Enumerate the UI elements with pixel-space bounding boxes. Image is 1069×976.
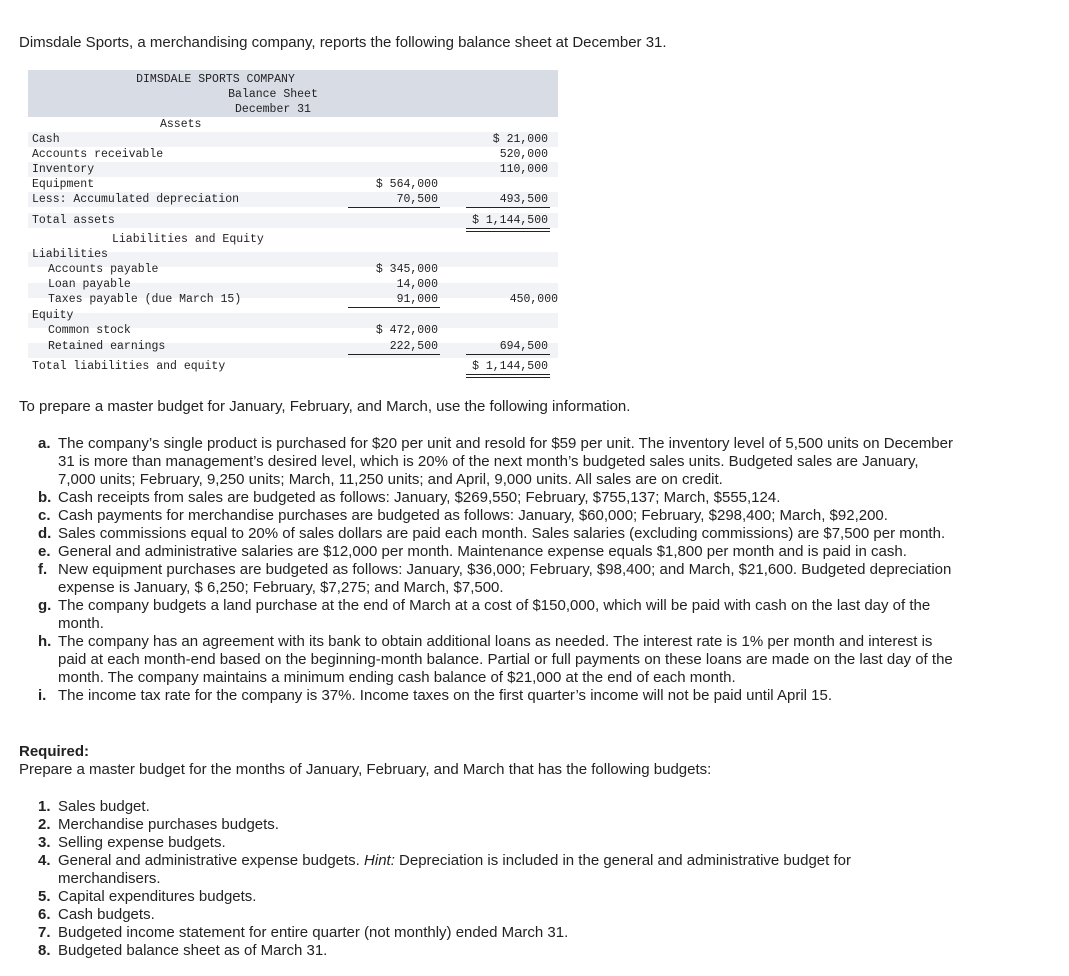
- equipment-value: $ 564,000: [375, 178, 438, 191]
- list-item: h. The company has an agreement with its bank to obtain additional loans as needed. The interest rate is 1% per month and interest is paid at each month-end based on the beginning-month balance. Partial or full payments on these loans are made on the last day of the month. The company maintains a minimum ending cash balance of $21,000 at the end of each month.: [38, 633, 953, 686]
- common-stock-value: $ 472,000: [375, 324, 438, 337]
- net-equipment-value: 493,500: [499, 193, 548, 206]
- assets-heading: Assets: [160, 118, 202, 131]
- retained-earnings-value: 222,500: [389, 340, 438, 353]
- double-underline: [466, 374, 550, 378]
- inventory-value: 110,000: [499, 163, 548, 176]
- ap-value: $ 345,000: [375, 263, 438, 276]
- cash-value: $ 21,000: [492, 133, 548, 146]
- total-equity-value: 694,500: [499, 340, 548, 353]
- list-item: 8. Budgeted balance sheet as of March 31.: [38, 942, 328, 959]
- list-item: 7. Budgeted income statement for entire quarter (not monthly) ended March 31.: [38, 924, 569, 941]
- underline: [466, 207, 550, 208]
- retained-earnings-label: Retained earnings: [48, 340, 166, 353]
- loan-value: 14,000: [396, 278, 438, 291]
- hint-label: Hint:: [364, 852, 395, 869]
- list-item: b. Cash receipts from sales are budgeted as follows: January, $269,550; February, $755,137; March, $555,124.: [38, 489, 781, 506]
- prep-text: To prepare a master budget for January, February, and March, use the following information.: [19, 398, 631, 415]
- balance-sheet: [28, 70, 558, 376]
- company-name: DIMSDALE SPORTS COMPANY: [136, 73, 295, 86]
- inventory-label: Inventory: [32, 163, 95, 176]
- underline: [348, 307, 440, 308]
- list-item: i. The income tax rate for the company is 37%. Income taxes on the first quarter’s income will not be paid until April 15.: [38, 687, 833, 704]
- underline: [348, 207, 440, 208]
- liabilities-label: Liabilities: [32, 248, 108, 261]
- list-item: e. General and administrative salaries are $12,000 per month. Maintenance expense equals $1,800 per month and is paid in cash.: [38, 543, 907, 560]
- list-item: 6. Cash budgets.: [38, 906, 155, 923]
- ar-label: Accounts receivable: [32, 148, 164, 161]
- list-item: 5. Capital expenditures budgets.: [38, 888, 257, 905]
- ap-label: Accounts payable: [48, 263, 159, 276]
- equity-label: Equity: [32, 309, 74, 322]
- total-assets-label: Total assets: [32, 214, 115, 227]
- loan-label: Loan payable: [48, 278, 131, 291]
- list-item: 1. Sales budget.: [38, 798, 150, 815]
- statement-title: Balance Sheet: [228, 88, 318, 101]
- ar-value: 520,000: [499, 148, 548, 161]
- list-item: c. Cash payments for merchandise purchases are budgeted as follows: January, $60,000; February, $298,400; March, $92,200.: [38, 507, 888, 524]
- list-item: 3. Selling expense budgets.: [38, 834, 226, 851]
- equipment-label: Equipment: [32, 178, 95, 191]
- total-liabilities-value: 450,000: [509, 293, 558, 306]
- required-title: Required:: [19, 743, 90, 760]
- total-le-label: Total liabilities and equity: [32, 360, 226, 373]
- list-item: a. The company’s single product is purchased for $20 per unit and resold for $59 per unit. The inventory level of 5,500 units on December 31 is more than management’s desired level, which is 20% of the next month’s budgeted sales units. Budgeted sales are January, 7,000 units; February, 9,250 units; March, 11,250 units; and April, 9,000 units. All sales are on credit.: [38, 435, 953, 488]
- list-item: 2. Merchandise purchases budgets.: [38, 816, 279, 833]
- required-list: [38, 798, 908, 960]
- list-item: f. New equipment purchases are budgeted as follows: January, $36,000; February, $98,400; and March, $21,600. Budgeted depreciation expense is January, $ 6,250; February, $7,275; and March, $7,500.: [38, 561, 952, 596]
- accum-dep-value: 70,500: [396, 193, 438, 206]
- list-item: 4. General and administrative expense budgets. Hint: Depreciation is included in the general and administrative budget for merchandisers.: [38, 852, 851, 887]
- double-underline: [466, 228, 550, 232]
- taxes-value: 91,000: [396, 293, 438, 306]
- list-item: d. Sales commissions equal to 20% of sales dollars are paid each month. Sales salaries (excluding commissions) are $7,500 per month.: [38, 525, 946, 542]
- intro-text: Dimsdale Sports, a merchandising company, reports the following balance sheet at December 31.: [19, 34, 667, 51]
- info-list: [38, 435, 960, 705]
- common-stock-label: Common stock: [48, 324, 131, 337]
- underline: [348, 354, 440, 355]
- le-heading: Liabilities and Equity: [112, 233, 264, 246]
- total-le-value: $ 1,144,500: [472, 360, 548, 373]
- statement-date: December 31: [235, 103, 311, 116]
- taxes-label: Taxes payable (due March 15): [48, 293, 242, 306]
- cash-label: Cash: [32, 133, 60, 146]
- required-text: Prepare a master budget for the months of January, February, and March that has the following budgets:: [19, 761, 712, 778]
- list-item: g. The company budgets a land purchase at the end of March at a cost of $150,000, which will be paid with cash on the last day of the month.: [38, 597, 931, 632]
- total-assets-value: $ 1,144,500: [472, 214, 548, 227]
- accum-dep-label: Less: Accumulated depreciation: [32, 193, 240, 206]
- underline: [466, 354, 550, 355]
